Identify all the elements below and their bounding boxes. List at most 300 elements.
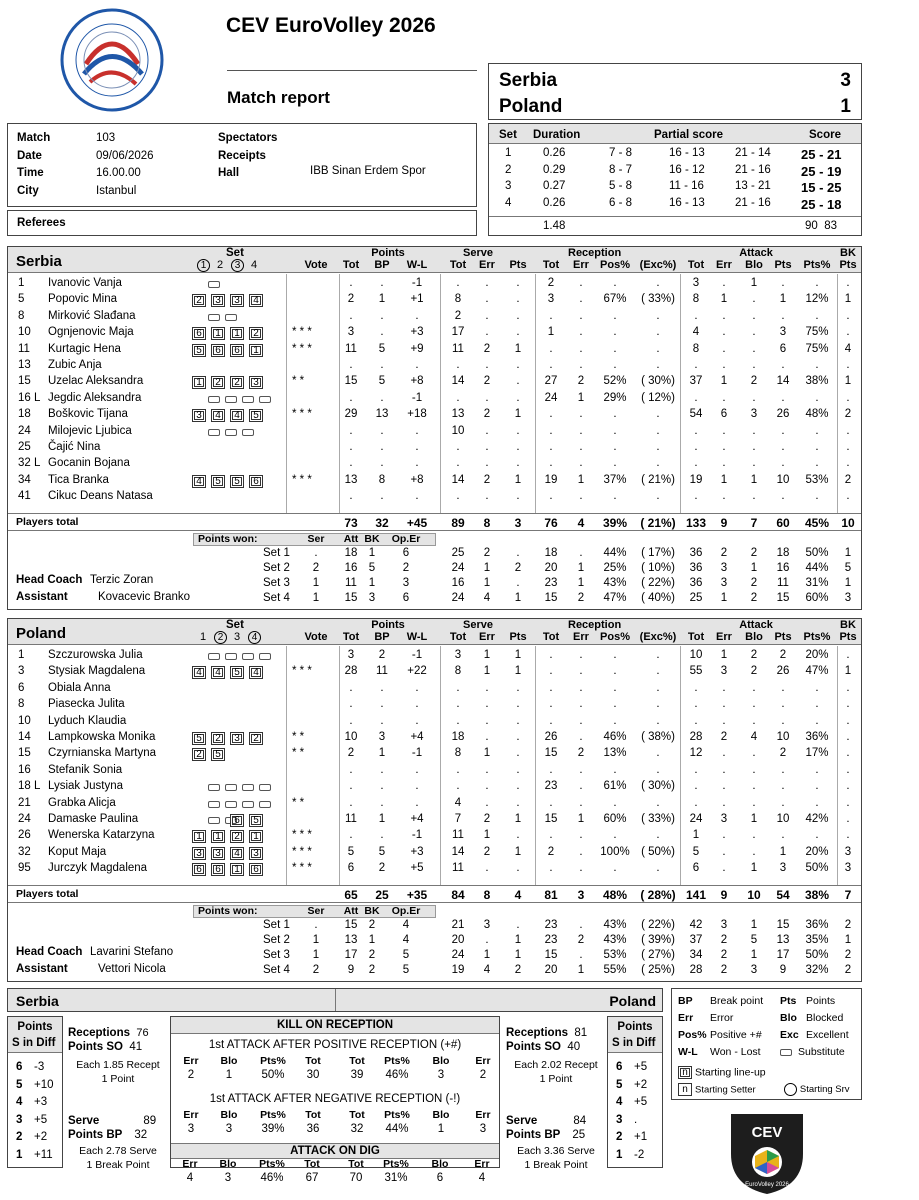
stat-cell: . [456, 441, 460, 453]
left-reception-summary: Receptions 76 Points SO 41 Each 1.85 Recept 1 Point Serve 89 Points BP 32 Each 2.78 Serve 1 Break Point [68, 1027, 160, 1171]
stat-cell: . [815, 391, 819, 404]
set-stat-cell: 25 [689, 592, 703, 604]
player-name: Lysiak Justyna [48, 780, 123, 793]
set-stat-cell: 3 [720, 919, 728, 931]
set-number: 2 [214, 631, 227, 644]
stat-cell: 28 [344, 665, 358, 678]
starting-position: 6 [249, 475, 263, 488]
set-stat-cell: 34 [689, 949, 703, 961]
legend-item: Blo Blocked [780, 1012, 844, 1024]
player-row [8, 649, 861, 665]
player-vote: * * * [292, 862, 312, 875]
player-row [8, 293, 861, 309]
stat-cell: 60% [603, 813, 627, 825]
pw-hdr-att: Att [343, 905, 359, 917]
stat-cell: ( 33%) [641, 813, 675, 825]
player-number: 10 [18, 326, 31, 339]
stat-cell: . [415, 714, 419, 727]
starting-position: 5 [192, 344, 206, 357]
stat-cell: . [549, 698, 553, 711]
hdr-bp: BP [374, 259, 390, 271]
kgrid-value: 1 [225, 1069, 233, 1081]
pw-cell: . [314, 919, 318, 931]
head-coach-label: Head Coach [16, 946, 83, 958]
stat-cell: 13% [603, 747, 627, 760]
away-team-name: Poland [499, 96, 563, 117]
player-number: 18 L [18, 780, 41, 793]
stat-cell: . [815, 796, 819, 809]
substitute-icon [225, 429, 237, 436]
stat-cell: . [781, 309, 785, 322]
stat-cell: . [694, 698, 698, 711]
player-row [8, 490, 861, 506]
stat-cell: . [781, 441, 785, 453]
rotation-row: 4 +3 [16, 1096, 48, 1108]
stat-cell: . [752, 391, 756, 404]
total-cell: 81 [544, 888, 558, 902]
left-rotation-box [7, 1016, 63, 1168]
stat-cell: . [722, 796, 726, 809]
set-stat-cell: ( 22%) [641, 577, 675, 589]
stat-cell: . [456, 391, 460, 404]
hdr-reception: Reception [568, 247, 622, 259]
stat-cell: 5 [378, 375, 386, 388]
set-row: 1 0.26 7 - 8 16 - 13 21 - 14 25 - 21 [505, 147, 842, 162]
kgrid-value: 1 [437, 1123, 445, 1135]
stat-cell: 55 [689, 665, 703, 678]
stat-cell: 19 [544, 473, 558, 486]
stat-cell: . [613, 665, 617, 678]
stat-cell: 11 [452, 862, 464, 875]
stat-cell: . [694, 391, 698, 404]
player-number: 32 L [18, 457, 41, 470]
stat-cell: . [722, 309, 726, 322]
stat-cell: . [516, 681, 520, 694]
player-vote: * * * [292, 326, 312, 339]
stat-cell: . [752, 714, 756, 727]
pw-cell: 1 [312, 592, 320, 604]
stat-cell: . [846, 359, 850, 371]
hdr-err: Err [716, 631, 732, 643]
summary-left-team: Serbia [16, 993, 59, 1009]
stat-cell: . [694, 780, 698, 793]
player-row [8, 392, 861, 408]
dig-value: 6 [436, 1172, 444, 1184]
starting-position: 1 [211, 327, 225, 340]
points-won-label: Points won: [198, 905, 258, 917]
set-stat-cell: 3 [750, 964, 758, 976]
stat-cell: . [549, 359, 553, 371]
stat-cell: 75% [805, 342, 829, 355]
stat-cell: . [485, 391, 489, 404]
stat-cell: 2 [547, 277, 555, 289]
stat-cell: 4 [750, 731, 758, 743]
match-result-box [488, 63, 862, 120]
hdr-tot: Tot [687, 259, 705, 271]
stat-cell: 13 [375, 408, 389, 421]
hdr-tot: Tot [449, 631, 467, 643]
stat-cell: 2 [378, 862, 386, 875]
pw-cell: 5 [368, 562, 376, 574]
stat-cell: . [485, 457, 489, 470]
hdr-points: Points [371, 619, 405, 631]
head-coach-name: Lavarini Stefano [90, 946, 174, 958]
stat-cell: . [722, 780, 726, 793]
stat-cell: . [579, 408, 583, 421]
kgrid-value: 44% [385, 1123, 409, 1135]
legend-starting: n Starting line-up [678, 1066, 766, 1079]
pw-cell: 2 [312, 964, 320, 976]
starting-position: 2 [211, 732, 225, 745]
stat-cell: . [579, 424, 583, 437]
set-stat-cell: 1 [577, 577, 585, 589]
hdr-attack: Attack [739, 247, 773, 259]
kgrid-header: Pts% [384, 1109, 410, 1121]
set-stat-cell: 13 [776, 934, 790, 946]
set-scores-box [488, 123, 862, 236]
stat-cell: . [815, 714, 819, 727]
stat-cell: . [694, 763, 698, 776]
stat-cell: 29% [603, 391, 627, 404]
set-stat-cell: 37 [689, 934, 703, 946]
dig-title: ATTACK ON DIG [171, 1143, 499, 1159]
set-stat-cell: 1 [514, 592, 522, 604]
starting-position: 6 [192, 863, 206, 876]
starting-position: 4 [211, 409, 225, 422]
stat-cell: . [380, 359, 384, 371]
set-stat-cell: 43% [603, 577, 627, 589]
kgrid-value: 2 [187, 1069, 195, 1081]
stat-cell: 1 [483, 649, 491, 661]
set-number: 1 [197, 259, 210, 272]
hdr-set: Set [226, 247, 244, 259]
stat-cell: . [752, 424, 756, 437]
player-number: 8 [18, 698, 25, 711]
substitute-icon [208, 817, 220, 824]
player-row [8, 441, 861, 457]
stat-cell: 50% [805, 862, 829, 875]
substitute-icon [242, 653, 254, 660]
player-name: Kurtagic Hena [48, 342, 121, 355]
stat-cell: . [694, 359, 698, 371]
assistant-label: Assistant [16, 591, 68, 603]
player-number: 3 [18, 665, 25, 678]
stat-cell: . [516, 326, 520, 339]
stat-cell: 1 [483, 665, 491, 678]
stat-cell: 10 [776, 731, 790, 743]
player-name: Gocanin Bojana [48, 457, 130, 470]
set-stat-cell: 36 [689, 547, 703, 559]
stat-cell: . [516, 391, 520, 404]
starting-position: 2 [249, 327, 263, 340]
stat-cell: . [722, 457, 726, 470]
kgrid-value: 3 [225, 1123, 233, 1135]
set-label: Set 3 [263, 577, 290, 589]
stat-cell: 2 [750, 665, 758, 678]
stat-cell: . [549, 309, 553, 322]
kgrid-header: Err [475, 1055, 491, 1067]
stat-cell: . [752, 293, 756, 306]
total-points: 90 83 [805, 220, 837, 232]
page-title: CEV EuroVolley 2026 [226, 14, 436, 37]
stat-cell: . [516, 359, 520, 371]
set-stat-cell: 1 [514, 949, 522, 961]
starting-position: 4 [192, 666, 206, 679]
total-duration: 1.48 [543, 220, 566, 232]
stat-cell: . [846, 829, 850, 842]
stat-cell: . [349, 763, 353, 776]
stat-cell: . [613, 698, 617, 711]
kill-on-reception-box [170, 1016, 500, 1168]
set-stat-cell: 47% [603, 592, 627, 604]
stat-cell: -1 [411, 747, 423, 760]
set-stat-cell: 43% [603, 919, 627, 931]
stat-cell: . [579, 829, 583, 842]
set-stat-cell: 24 [451, 949, 465, 961]
player-row [8, 310, 861, 326]
player-row [8, 277, 861, 293]
stat-cell: 1 [378, 747, 386, 760]
stat-cell: . [656, 359, 660, 371]
player-row [8, 747, 861, 763]
set-stat-cell: ( 25%) [641, 964, 675, 976]
kgrid-header: Err [183, 1109, 199, 1121]
set-stat-cell: 15 [544, 592, 558, 604]
pw-cell: 1 [368, 547, 376, 559]
stat-cell: . [380, 681, 384, 694]
substitute-icon [259, 396, 271, 403]
player-row [8, 764, 861, 780]
stat-cell: 2 [483, 342, 491, 355]
stat-cell: 2 [483, 473, 491, 486]
stat-cell: 8 [692, 342, 700, 355]
kgrid-value: 46% [385, 1069, 409, 1081]
stat-cell: . [722, 391, 726, 404]
cev-logo [727, 1110, 807, 1196]
total-cell: 48% [602, 888, 628, 902]
hdr-tot: Tot [542, 631, 560, 643]
player-number: 13 [18, 359, 31, 371]
player-number: 16 L [18, 391, 41, 404]
stat-cell: . [722, 862, 726, 875]
stat-cell: 12 [689, 747, 703, 760]
total-cell: 9 [720, 516, 728, 530]
stat-cell: . [380, 424, 384, 437]
stat-cell: . [415, 780, 419, 793]
sets-header-duration: Duration [533, 129, 581, 141]
set-stat-cell: 15 [776, 592, 790, 604]
total-cell: 65 [344, 888, 358, 902]
rotation-row: 5 +10 [16, 1078, 54, 1091]
right-rotation-list [616, 1059, 647, 1164]
player-vote: * * [292, 375, 305, 388]
starting-position: 5 [211, 475, 225, 488]
player-row [8, 731, 861, 747]
set-stat-cell: 42 [689, 919, 703, 931]
stat-cell: 67% [603, 293, 627, 306]
stat-cell: 24 [689, 813, 703, 825]
starting-position: 2 [211, 376, 225, 389]
player-row [8, 780, 861, 796]
kgrid-value: 50% [261, 1069, 285, 1081]
starting-position: 2 [192, 748, 206, 761]
hdr-serve: Serve [463, 247, 493, 259]
stat-cell: 1 [514, 813, 522, 825]
stat-cell: . [549, 490, 553, 503]
stat-cell: . [781, 359, 785, 371]
right-points-label: Points [617, 1021, 653, 1033]
stat-cell: 5 [692, 845, 700, 858]
player-name: Jurczyk Magdalena [48, 862, 148, 875]
stat-cell: . [752, 780, 756, 793]
set-stat-cell: 2 [720, 934, 728, 946]
svg-text:EuroVolley 2026: EuroVolley 2026 [745, 1182, 789, 1188]
stat-cell: . [349, 681, 353, 694]
set-label: Set 1 [263, 547, 290, 559]
pw-cell: 6 [402, 547, 410, 559]
stat-cell: -1 [411, 829, 423, 842]
set-stat-cell: 1 [844, 934, 852, 946]
stat-cell: . [752, 457, 756, 470]
kgrid-value: 36 [306, 1123, 320, 1135]
dig-value: 67 [305, 1172, 319, 1184]
stat-cell: 10 [776, 473, 790, 486]
player-row [8, 715, 861, 731]
stat-cell: 3 [692, 277, 700, 289]
dig-value: 3 [224, 1172, 232, 1184]
stat-cell: 100% [600, 845, 630, 858]
pw-cell: 6 [402, 592, 410, 604]
hdr-bk: BK [840, 247, 856, 259]
stat-cell: . [349, 391, 353, 404]
set-stat-cell: 4 [483, 592, 491, 604]
set-stat-cell: 1 [720, 592, 728, 604]
stat-cell: . [656, 796, 660, 809]
stat-cell: . [516, 714, 520, 727]
hdr-pos: Pos% [600, 631, 630, 643]
stat-cell: . [846, 457, 850, 470]
stat-cell: . [485, 862, 489, 875]
player-row [8, 457, 861, 473]
dig-value: 31% [384, 1172, 408, 1184]
stat-cell: 1 [547, 326, 555, 339]
total-cell: 38% [804, 888, 830, 902]
stat-cell: 5 [378, 342, 386, 355]
stat-cell: . [722, 359, 726, 371]
rotation-row: 2 +2 [16, 1131, 48, 1143]
set-stat-cell: . [579, 919, 583, 931]
player-name: Piasecka Julita [48, 698, 125, 711]
hdr-reception: Reception [568, 619, 622, 631]
stat-cell: . [656, 698, 660, 711]
stat-cell: . [485, 359, 489, 371]
pw-cell: 1 [312, 949, 320, 961]
set-label: Set 3 [263, 949, 290, 961]
stat-cell: . [815, 424, 819, 437]
stat-cell: 1 [514, 649, 522, 661]
hdr-exc: (Exc%) [639, 631, 677, 643]
stat-cell: ( 38%) [641, 731, 675, 743]
stat-cell: . [516, 763, 520, 776]
stat-cell: 8 [378, 473, 386, 486]
players-total-label: Players total [16, 888, 79, 900]
total-cell: 9 [720, 888, 728, 902]
substitute-icon [225, 396, 237, 403]
pw-cell: 11 [345, 577, 357, 589]
player-row [8, 862, 861, 878]
stat-cell: . [415, 681, 419, 694]
stat-cell: . [516, 780, 520, 793]
player-number: 41 [18, 490, 31, 503]
hdr-tot: Tot [342, 259, 360, 271]
starting-position: 4 [230, 409, 244, 422]
pw-cell: 9 [347, 964, 355, 976]
stat-cell: 8 [454, 747, 462, 760]
stat-cell: -1 [411, 649, 423, 661]
stat-cell: 15 [544, 813, 558, 825]
set-stat-cell: 11 [777, 577, 789, 589]
player-number: 21 [18, 796, 31, 809]
pw-cell: 2 [312, 562, 320, 574]
kgrid-value: 3 [479, 1123, 487, 1135]
stat-cell: . [694, 457, 698, 470]
stat-cell: . [456, 698, 460, 711]
rotation-row: 4 +5 [616, 1096, 648, 1108]
player-number: 8 [18, 309, 25, 322]
stat-cell: . [579, 293, 583, 306]
stat-cell: 5 [378, 845, 386, 858]
hdr-points: Points [371, 247, 405, 259]
pw-hdr-bkk: BK [364, 905, 380, 917]
player-number: 95 [18, 862, 31, 875]
stat-cell: 3 [844, 845, 852, 858]
player-number: 14 [18, 731, 31, 743]
player-number: 1 [18, 649, 25, 661]
player-number: 15 [18, 747, 31, 760]
stat-cell: . [516, 293, 520, 306]
player-vote: * * * [292, 342, 312, 355]
legend-item: Pts Points [780, 995, 836, 1007]
player-name: Tica Branka [48, 473, 109, 486]
dig-header: Blo [219, 1158, 237, 1170]
hdr-ptsp: Pts% [803, 259, 831, 271]
pw-cell: 16 [344, 562, 358, 574]
set-stat-cell: ( 39%) [641, 934, 675, 946]
stat-cell: . [781, 698, 785, 711]
starting-position: 4 [211, 666, 225, 679]
summary-right-team: Poland [609, 993, 656, 1009]
starting-position: 5 [192, 732, 206, 745]
stat-cell: 2 [844, 408, 852, 421]
total-cell: 7 [750, 516, 758, 530]
pw-cell: 2 [368, 964, 376, 976]
stat-cell: 1 [514, 342, 522, 355]
total-cell: 84 [451, 888, 465, 902]
stat-cell: 2 [483, 408, 491, 421]
set-stat-cell: . [579, 547, 583, 559]
hdr-set: Set [226, 619, 244, 631]
stat-cell: . [752, 763, 756, 776]
stat-cell: . [516, 829, 520, 842]
pw-cell: 5 [402, 949, 410, 961]
stat-cell: . [613, 326, 617, 339]
player-row [8, 846, 861, 862]
right-rotation-box [607, 1016, 663, 1168]
starting-position: 2 [192, 294, 206, 307]
stat-cell: . [579, 796, 583, 809]
stat-cell: ( 30%) [641, 780, 675, 793]
set-row: 3 0.27 5 - 8 11 - 16 13 - 21 15 - 25 [505, 180, 842, 195]
